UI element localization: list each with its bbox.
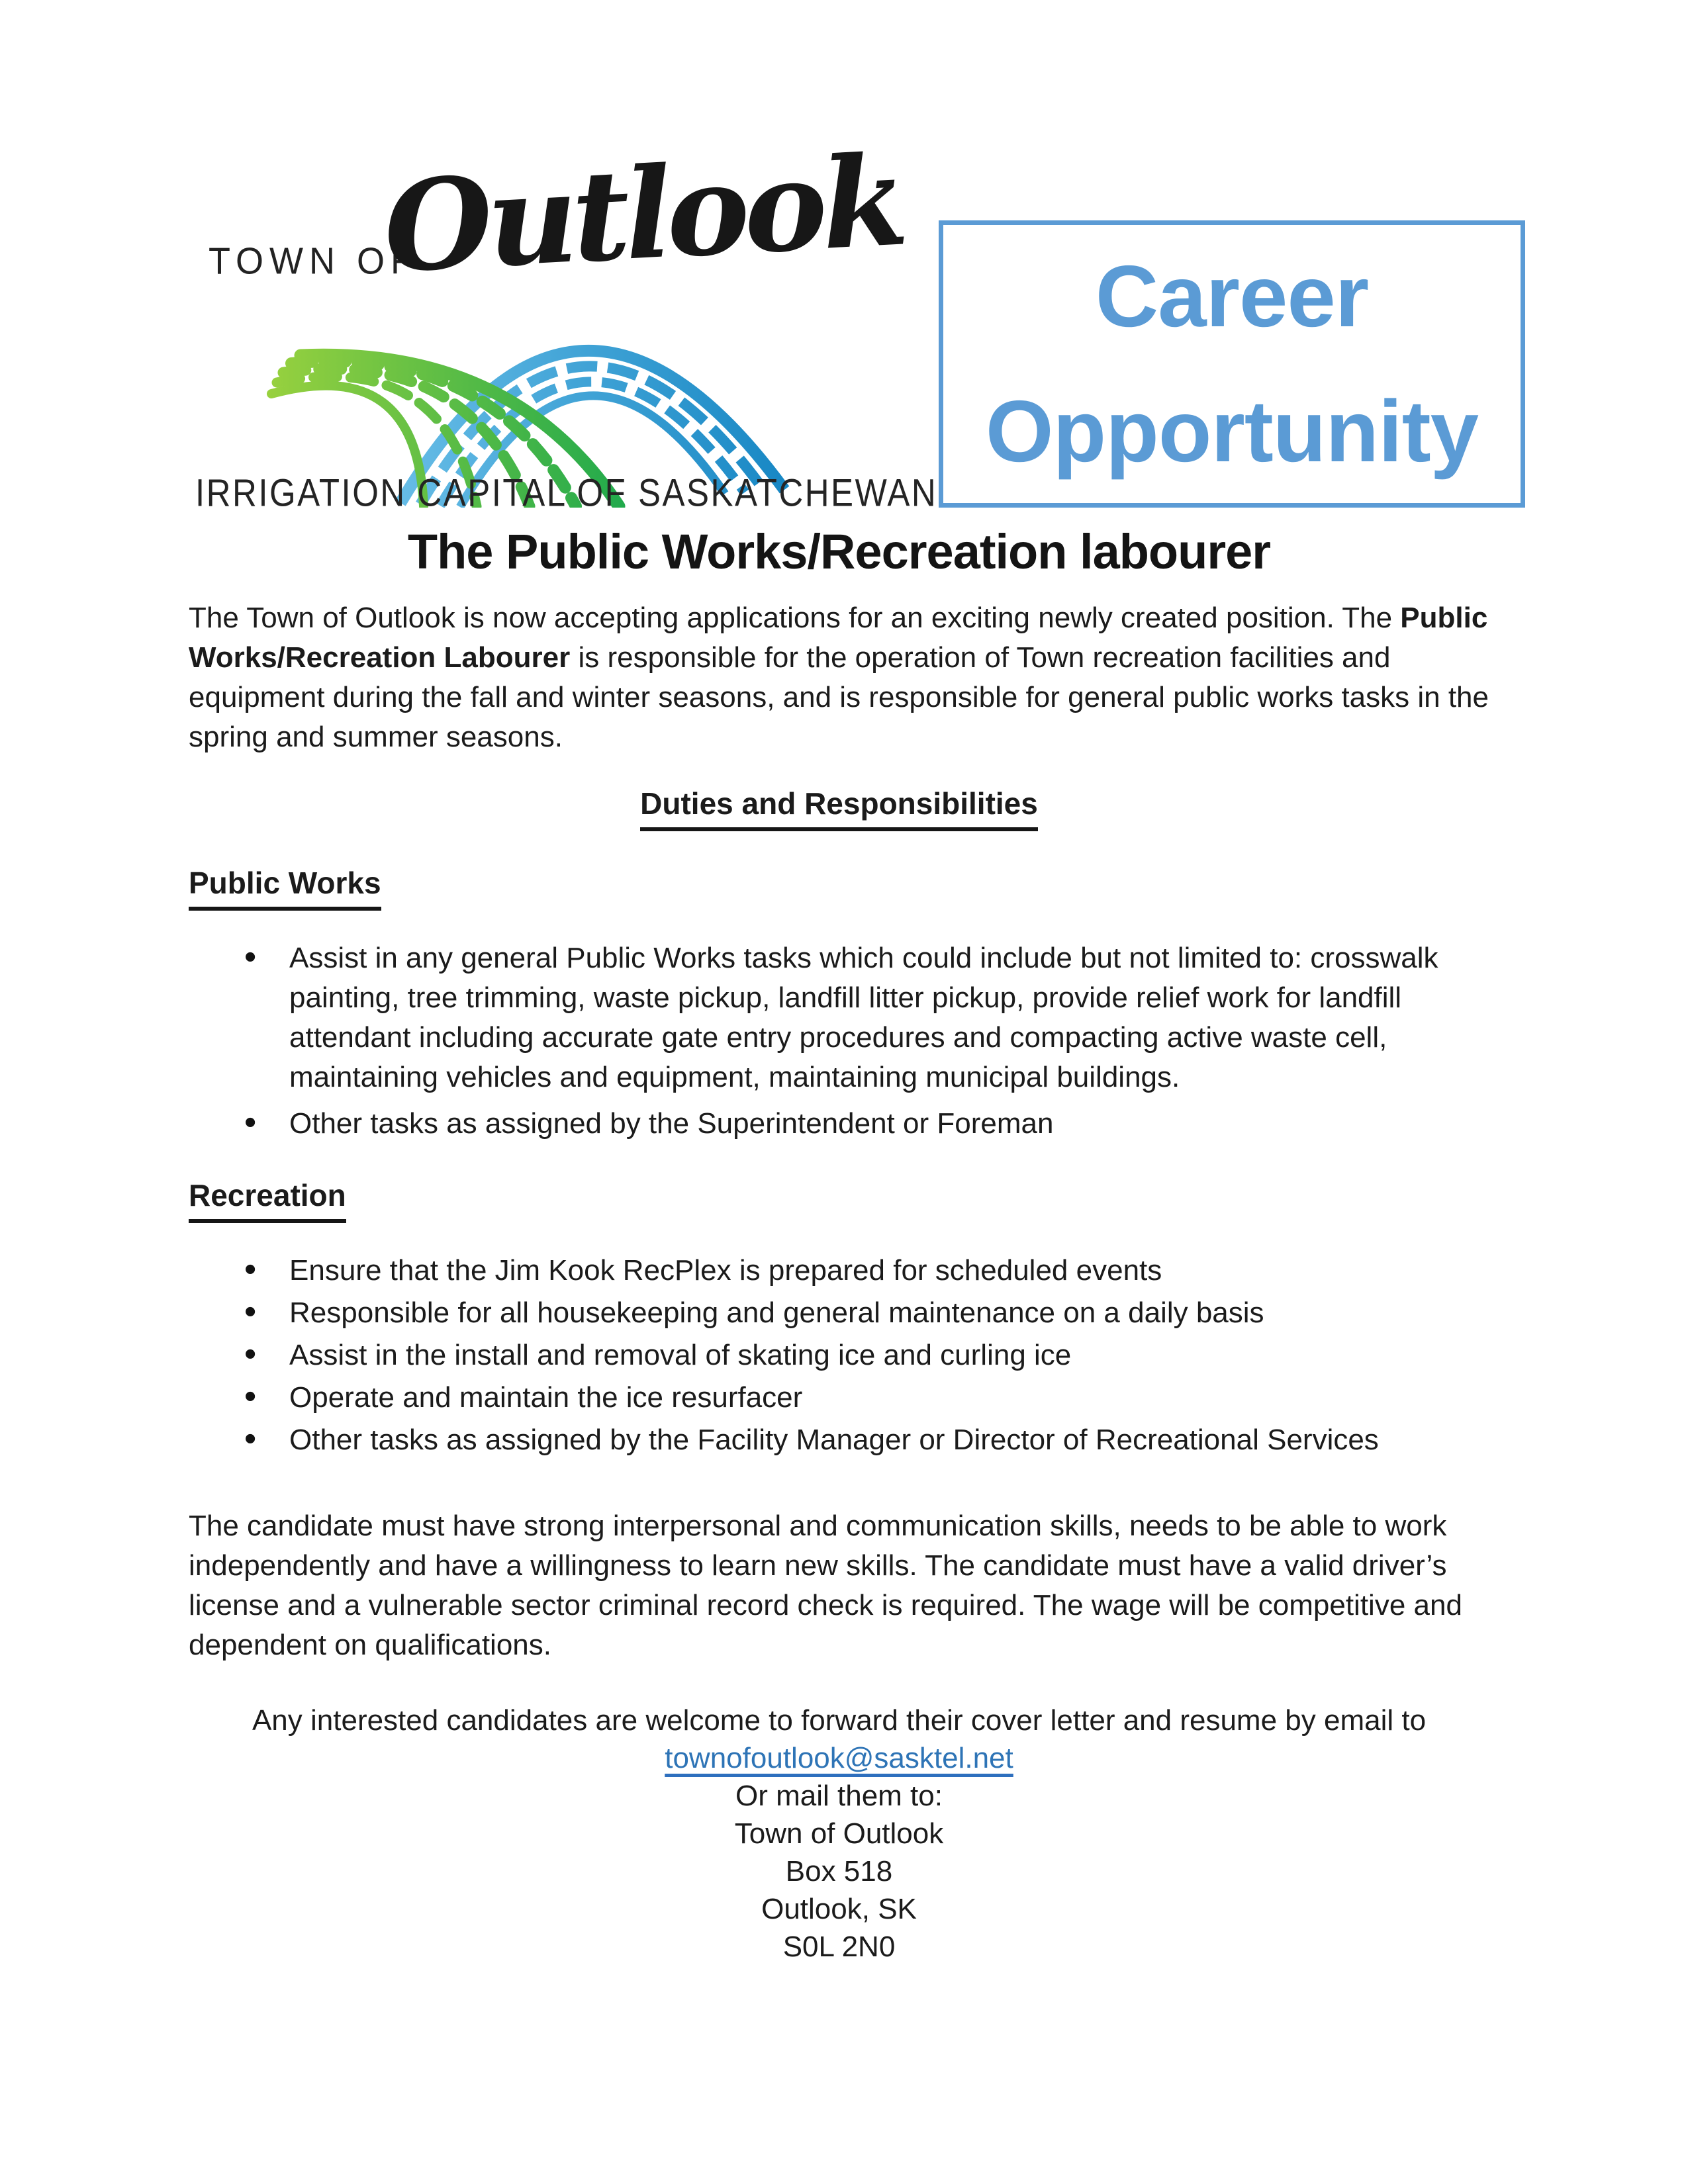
duties-heading-text: Duties and Responsibilities (640, 784, 1038, 831)
contact-block (189, 1702, 1489, 1966)
page-title: The Public Works/Recreation labourer (407, 524, 1271, 579)
public-works-list (189, 938, 1489, 1144)
list-item: • Assist in any general Public Works tasks which could include but not limited to: crosswalk painting, tree trimming, waste pickup, landfill litter pickup, provide relief work for landfill attendant including accurate gate entry procedures and compacting active waste cell, maintaining vehicles and equipment, maintaining municipal buildings. (240, 938, 1489, 1097)
intro-paragraph (189, 598, 1489, 757)
list-item: • Other tasks as assigned by the Facility Manager or Director of Recreational Services (240, 1420, 1489, 1460)
address-line: S0L 2N0 (782, 1931, 896, 1963)
candidate-paragraph: The candidate must have strong interpersonal and communication skills, needs to be able to work independently and have a willingness to learn new skills. The candidate must have a valid driver’s license and a vulnerable sector criminal record check is required. The wage will be competitive and dependent on qualifications. (189, 1510, 1462, 1661)
public-works-heading-text: Public Works (189, 863, 381, 911)
list-item: • Responsible for all housekeeping and general maintenance on a daily basis (240, 1293, 1489, 1333)
recreation-heading-text: Recreation (189, 1175, 346, 1223)
intro-bold-position-name: Public Works/Recreation Labourer (189, 602, 1488, 674)
or-mail-text: Or mail them to: (735, 1780, 943, 1812)
address-line: Outlook, SK (761, 1893, 917, 1925)
address-line: Town of Outlook (734, 1817, 944, 1850)
logo-town-of-text: TOWN OF (209, 240, 418, 283)
intro-text-part1: The Town of Outlook is now accepting applications for an exciting newly created position. The (189, 602, 1401, 634)
public-works-heading (189, 863, 1489, 911)
intro-text-part2: is responsible for the operation of Town recreation facilities and equipment during the fall and winter seasons, and is responsible for general public works tasks in the spring and summer seasons. (189, 641, 1489, 753)
logo-outlook-wordmark: Outlook (380, 127, 906, 301)
career-opportunity-box (939, 220, 1525, 508)
list-item: • Ensure that the Jim Kook RecPlex is prepared for scheduled events (240, 1251, 1489, 1291)
list-item: • Assist in the install and removal of skating ice and curling ice (240, 1336, 1489, 1375)
contact-intro-text: Any interested candidates are welcome to forward their cover letter and resume by email to (252, 1704, 1427, 1737)
recreation-heading (189, 1175, 1489, 1223)
logo-tagline: IRRIGATION CAPITAL OF SASKATCHEWAN (195, 471, 938, 514)
email-row (189, 1739, 1489, 1777)
duties-and-responsibilities-heading (189, 784, 1489, 831)
list-item: • Other tasks as assigned by the Superintendent or Foreman (240, 1104, 1489, 1144)
career-box-line1: Career (1095, 248, 1369, 345)
email-link[interactable]: townofoutlook@sasktel.net (665, 1742, 1013, 1774)
address-line: Box 518 (785, 1855, 893, 1888)
career-box-line2: Opportunity (985, 383, 1479, 480)
town-of-outlook-logo (189, 127, 938, 514)
recreation-list (189, 1251, 1489, 1460)
list-item: • Operate and maintain the ice resurfacer (240, 1378, 1489, 1418)
header (189, 127, 1489, 514)
